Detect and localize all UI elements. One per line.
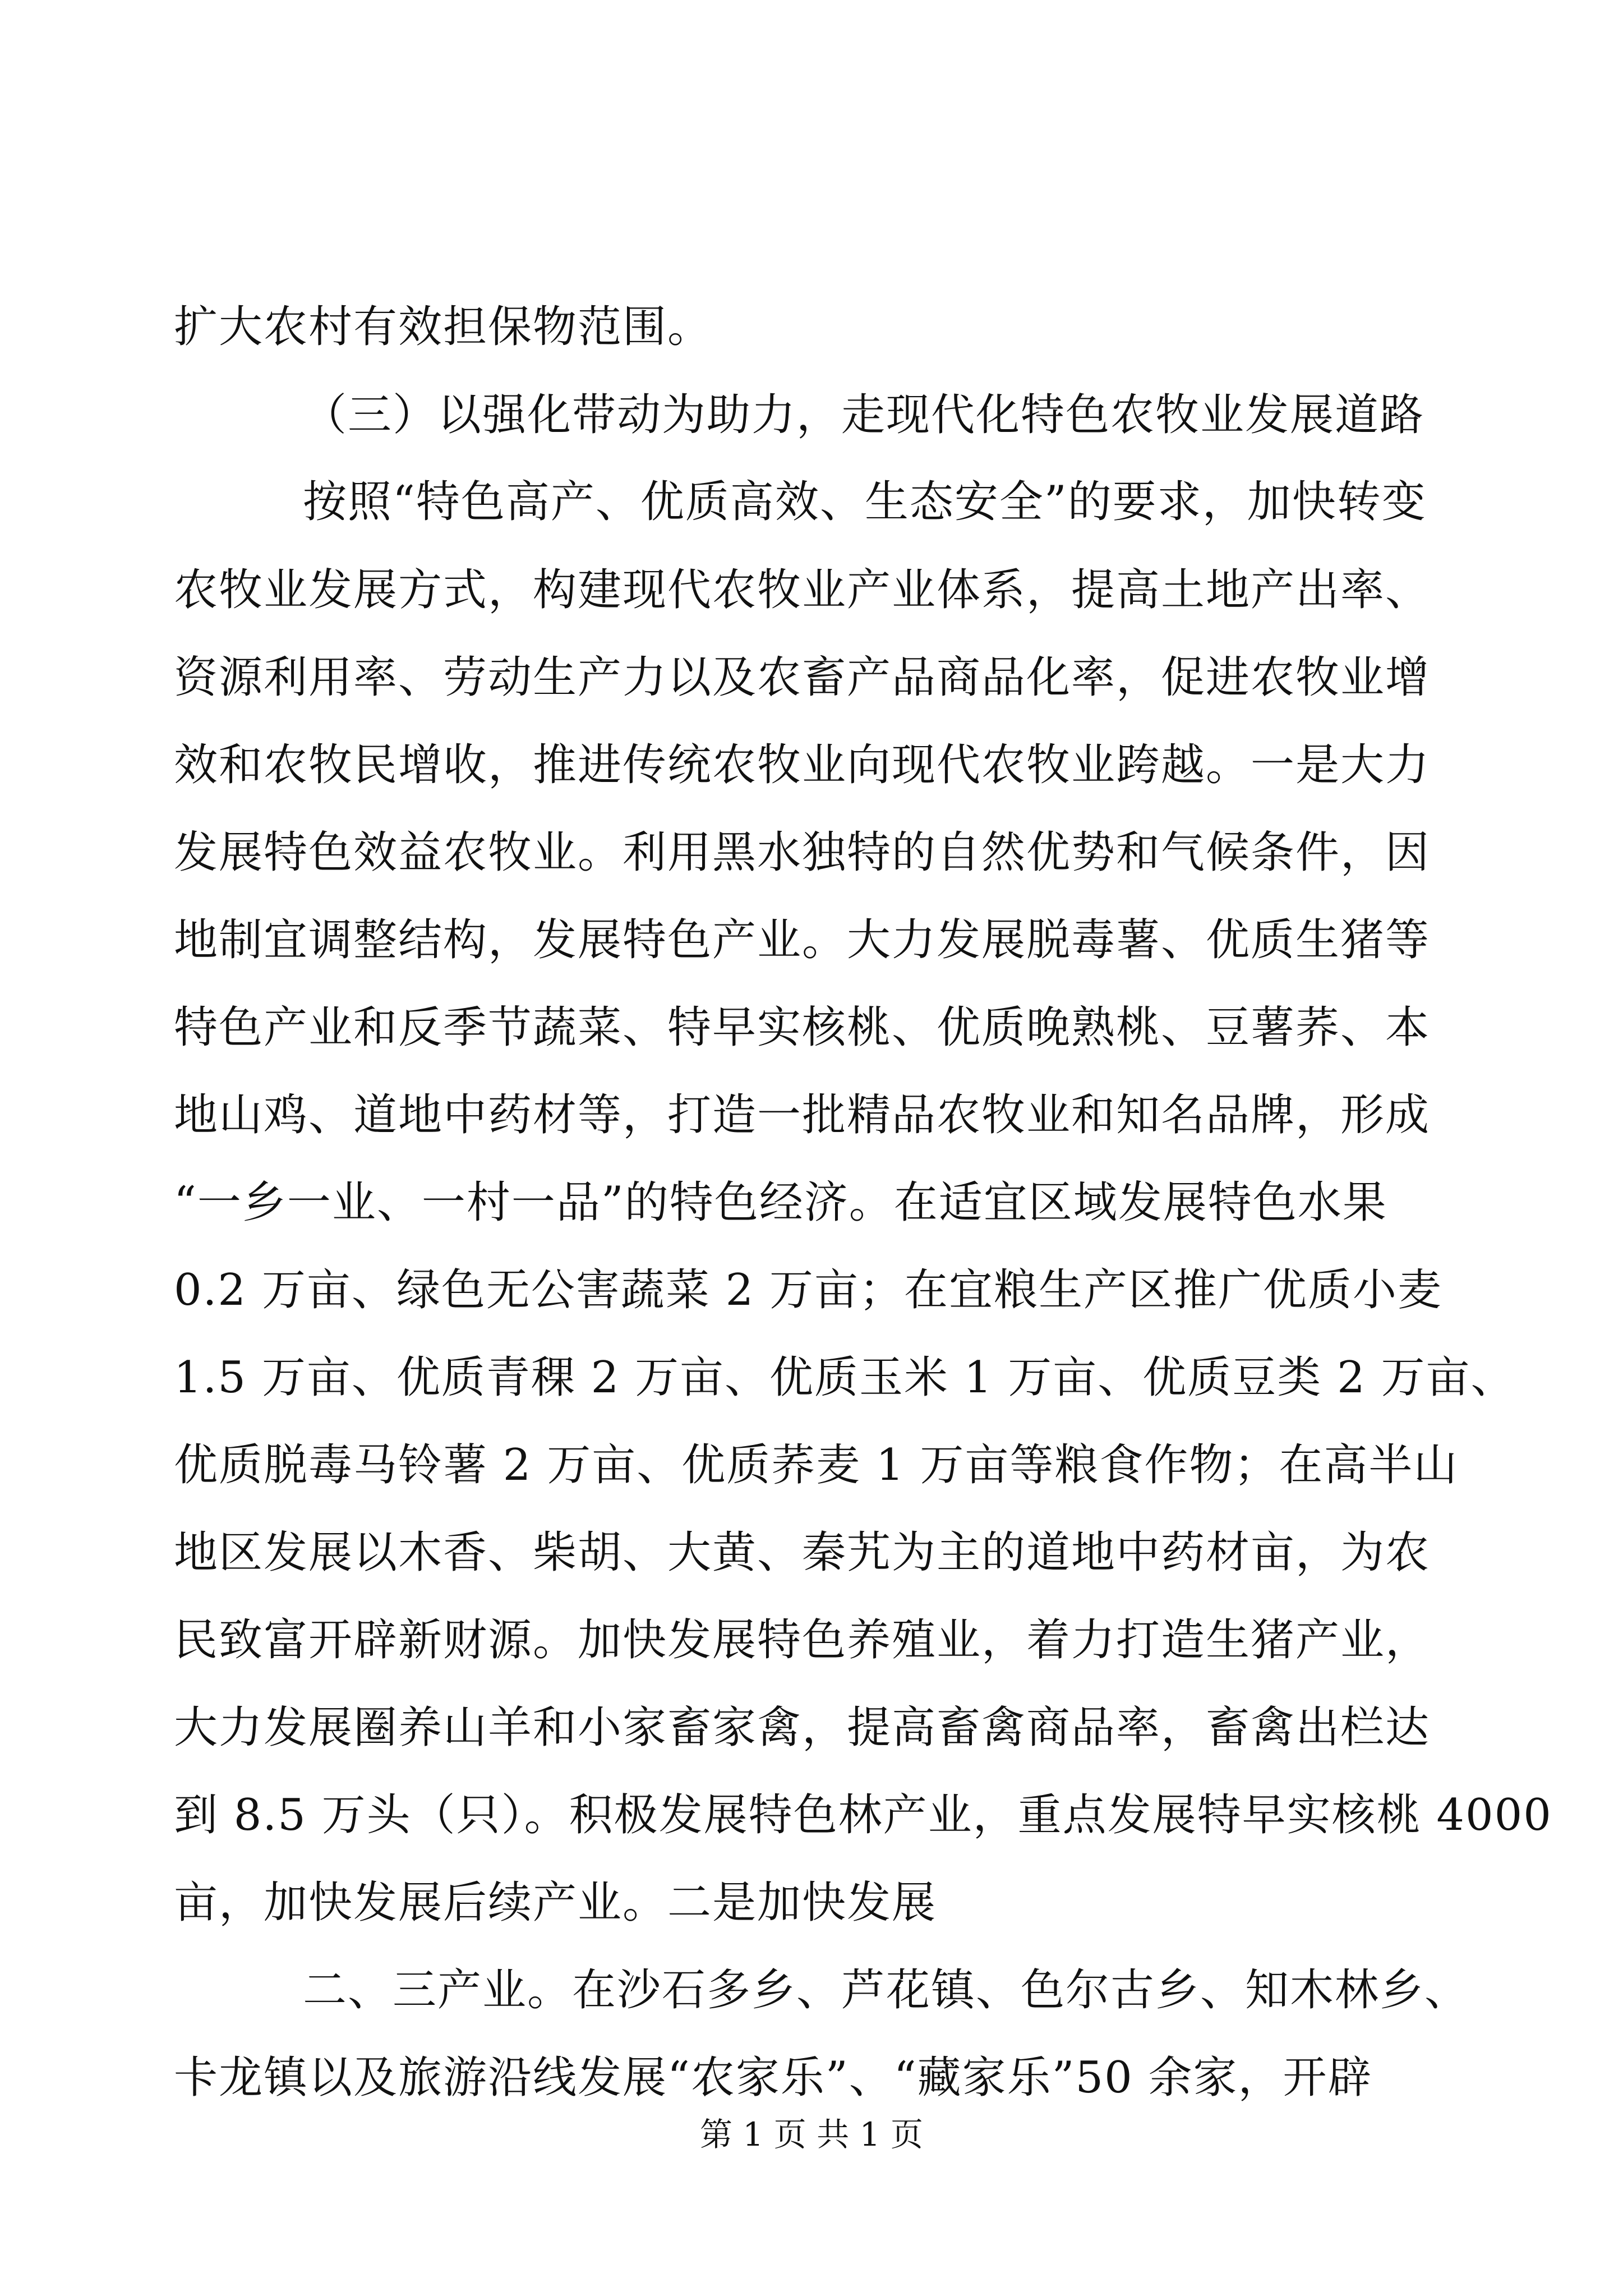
text-line: 扩大农村有效担保物范围。 bbox=[174, 302, 713, 352]
text-line: 地山鸡、道地中药材等，打造一批精品农牧业和知名品牌，形成 bbox=[174, 1090, 1431, 1140]
text-line: 农牧业发展方式，构建现代农牧业产业体系，提高土地产出率、 bbox=[174, 565, 1431, 615]
text-line: 优质脱毒马铃薯 2 万亩、优质荞麦 1 万亩等粮食作物；在高半山 bbox=[174, 1440, 1459, 1490]
text-line: 特色产业和反季节蔬菜、特早实核桃、优质晚熟桃、豆薯荞、本 bbox=[174, 1002, 1431, 1053]
text-line: “一乡一业、一村一品”的特色经济。在适宜区域发展特色水果 bbox=[174, 1177, 1387, 1228]
text-line: 按照“特色高产、优质高效、生态安全”的要求，加快转变 bbox=[303, 477, 1427, 527]
section-heading: （三）以强化带动为助力，走现代化特色农牧业发展道路 bbox=[303, 390, 1425, 440]
text-line: 地区发展以木香、柴胡、大黄、秦艽为主的道地中药材亩，为农 bbox=[174, 1527, 1431, 1578]
text-line: 亩，加快发展后续产业。二是加快发展 bbox=[174, 1878, 937, 1928]
text-line: 效和农牧民增收，推进传统农牧业向现代农牧业跨越。一是大力 bbox=[174, 740, 1431, 790]
text-line: 0.2 万亩、绿色无公害蔬菜 2 万亩；在宜粮生产区推广优质小麦 bbox=[174, 1265, 1443, 1315]
page-number-footer: 第 1 页 共 1 页 bbox=[700, 2115, 923, 2154]
text-line: 二、三产业。在沙石多乡、芦花镇、色尔古乡、知木林乡、 bbox=[303, 1965, 1470, 2016]
text-line: 资源利用率、劳动生产力以及农畜产品商品化率，促进农牧业增 bbox=[174, 652, 1431, 703]
text-line: 发展特色效益农牧业。利用黑水独特的自然优势和气候条件，因 bbox=[174, 827, 1431, 878]
text-line: 到 8.5 万头（只）。积极发展特色林产业，重点发展特早实核桃 4000 bbox=[174, 1790, 1552, 1841]
text-line: 大力发展圈养山羊和小家畜家禽，提高畜禽商品率，畜禽出栏达 bbox=[174, 1703, 1431, 1753]
text-line: 1.5 万亩、优质青稞 2 万亩、优质玉米 1 万亩、优质豆类 2 万亩、 bbox=[174, 1352, 1516, 1403]
text-line: 卡龙镇以及旅游沿线发展“农家乐”、“藏家乐”50 余家，开辟 bbox=[174, 2053, 1373, 2103]
text-line: 地制宜调整结构，发展特色产业。大力发展脱毒薯、优质生猪等 bbox=[174, 915, 1431, 965]
text-line: 民致富开辟新财源。加快发展特色养殖业，着力打造生猪产业， bbox=[174, 1615, 1431, 1665]
